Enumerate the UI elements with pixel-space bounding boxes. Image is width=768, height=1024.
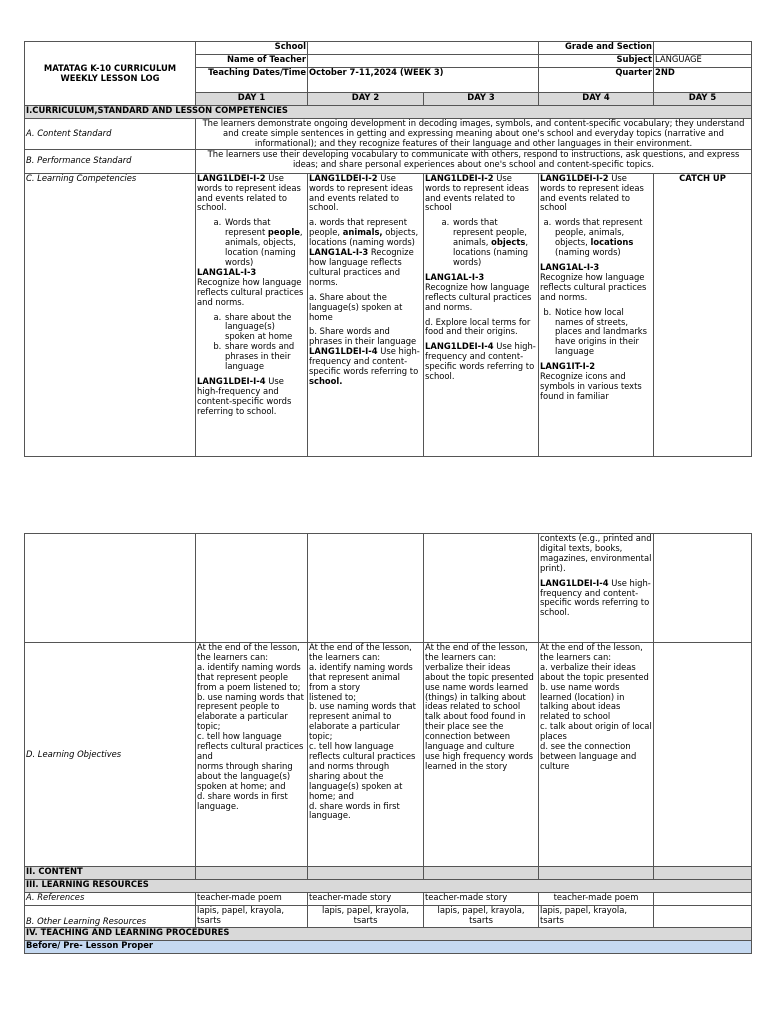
lesson-log-table-page1 (24, 41, 752, 457)
day-1-header: DAY 1 (196, 93, 308, 106)
other-resources-day-1: lapis, papel, krayola, tsarts (196, 906, 308, 928)
section-teaching-procedures: IV. TEACHING AND LEARNING PROCEDURES (25, 928, 752, 941)
day-2-header: DAY 2 (308, 93, 424, 106)
references-day-3: teacher-made story (424, 893, 539, 906)
other-resources-day-3: lapis, papel, krayola, tsarts (424, 906, 539, 928)
section-learning-resources: III. LEARNING RESOURCES (25, 880, 752, 893)
section-curriculum: I.CURRICULUM,STANDARD AND LESSON COMPETENCIES (25, 106, 752, 119)
lesson-log-table-page2 (24, 533, 752, 954)
competencies-cont-day-3 (424, 534, 539, 643)
references-day-4: teacher-made poem (539, 893, 654, 906)
performance-standard-label: B. Performance Standard (25, 149, 196, 173)
objectives-day-4: At the end of the lesson, the learners can: a. verbalize their ideas about the topic presented b. use name words learned (location) in talking about ideas related to school c. talk about origin of local places d. see the connection between language and culture (539, 643, 654, 867)
references-day-5 (654, 893, 752, 906)
other-resources-day-5 (654, 906, 752, 928)
quarter-label: Quarter (539, 68, 654, 93)
subject-label: Subject (539, 55, 654, 68)
competencies-cont-day-2 (308, 534, 424, 643)
before-lesson-proper: Before/ Pre- Lesson Proper (25, 941, 752, 954)
dates-field[interactable]: October 7-11,2024 (WEEK 3) (308, 68, 539, 93)
competencies-day-1: LANG1LDEI-I-2 Use words to represent ideas and events related to school. a. Words that represent people, animals, objects, location (naming words) LANG1AL-I-3 Recognize how language reflects cultural practices and norms. a. share about the language(s) spoken at home b. share words and phrases in their language LANG1LDEI-I-4 Use high-frequency and content-specific words referring to school. (196, 173, 308, 456)
performance-standard-text: The learners use their developing vocabulary to communicate with others, respond to instructions, ask questions, and express ideas; and share personal experiences about one's school and content-specific topics. (196, 149, 752, 173)
quarter-field[interactable]: 2ND (654, 68, 752, 93)
references-day-1: teacher-made poem (196, 893, 308, 906)
content-standard-label: A. Content Standard (25, 119, 196, 150)
content-standard-text: The learners demonstrate ongoing development in decoding images, symbols, and content-specific vocabulary; they understand and create simple sentences in getting and expressing meaning about one's school and everyday topics (narrative and informational); and they recognize features of their language and other languages in their environment. (196, 119, 752, 150)
dates-label: Teaching Dates/Time (196, 68, 308, 93)
competencies-day-3: LANG1LDEI-I-2 Use words to represent ideas and events related to school a. words that represent people, animals, objects, locations (naming words) LANG1AL-I-3 Recognize how language reflects cultural practices and norms. d. Explore local terms for food and their origins. LANG1LDEI-I-4 Use high-frequency and content-specific words referring to school. (424, 173, 539, 456)
competencies-day-2: LANG1LDEI-I-2 Use words to represent ideas and events related to school. a. words that represent people, animals, objects, locations (naming words) LANG1AL-I-3 Recognize how language reflects cultural practices and norms. a. Share about the language(s) spoken at home b. Share words and phrases in their language LANG1LDEI-I-4 Use high-frequency and content-specific words referring to school. (308, 173, 424, 456)
grade-field[interactable] (654, 42, 752, 55)
teacher-label: Name of Teacher (196, 55, 308, 68)
competencies-day-5: CATCH UP (654, 173, 752, 456)
objectives-day-2: At the end of the lesson, the learners can: a. identify naming words that represent animal from a story listened to; b. use naming words that represent animal to elaborate a particular topic; c. tell how language reflects cultural practices and norms through sharing about the language(s) spoken at home; and d. share words in first language. (308, 643, 424, 867)
teacher-field[interactable] (308, 55, 539, 68)
log-title: MATATAG K-10 CURRICULUM WEEKLY LESSON LOG (25, 42, 196, 106)
section-content: II. CONTENT (25, 867, 196, 880)
school-field[interactable] (308, 42, 539, 55)
subject-field[interactable]: LANGUAGE (654, 55, 752, 68)
school-label: School (196, 42, 308, 55)
other-resources-day-4: lapis, papel, krayola, tsarts (539, 906, 654, 928)
learning-objectives-label: D. Learning Objectives (25, 643, 196, 867)
day-4-header: DAY 4 (539, 93, 654, 106)
other-resources-day-2: lapis, papel, krayola, tsarts (308, 906, 424, 928)
references-day-2: teacher-made story (308, 893, 424, 906)
competencies-cont-day-1 (196, 534, 308, 643)
objectives-day-5 (654, 643, 752, 867)
other-resources-label: B. Other Learning Resources (25, 906, 196, 928)
objectives-day-1: At the end of the lesson, the learners can: a. identify naming words that represent people from a poem listened to; b. use naming words that represent people to elaborate a particular topic; c. tell how language reflects cultural practices and norms through sharing about the language(s) spoken at home; and d. share words in first language. (196, 643, 308, 867)
references-label: A. References (25, 893, 196, 906)
day-3-header: DAY 3 (424, 93, 539, 106)
competencies-label: C. Learning Competencies (25, 173, 196, 456)
competencies-day-4: LANG1LDEI-I-2 Use words to represent ideas and events related to school a. words that represent people, animals, objects, locations (naming words) LANG1AL-I-3 Recognize how language reflects cultural practices and norms. b. Notice how local names of streets, places and landmarks have origins in their language LANG1IT-I-2 Recognize icons and symbols in various texts found in familiar (539, 173, 654, 456)
day-5-header: DAY 5 (654, 93, 752, 106)
competencies-cont-day-5 (654, 534, 752, 643)
competencies-cont-label (25, 534, 196, 643)
competencies-cont-day-4: contexts (e.g., printed and digital texts, books, magazines, environmental print). LANG1LDEI-I-4 Use high-frequency and content-specific words referring to school. (539, 534, 654, 643)
objectives-day-3: At the end of the lesson, the learners can: verbalize their ideas about the topic presented use name words learned (things) in talking about ideas related to school talk about food found in their place see the connection between language and culture use high frequency words learned in the story (424, 643, 539, 867)
grade-label: Grade and Section (539, 42, 654, 55)
